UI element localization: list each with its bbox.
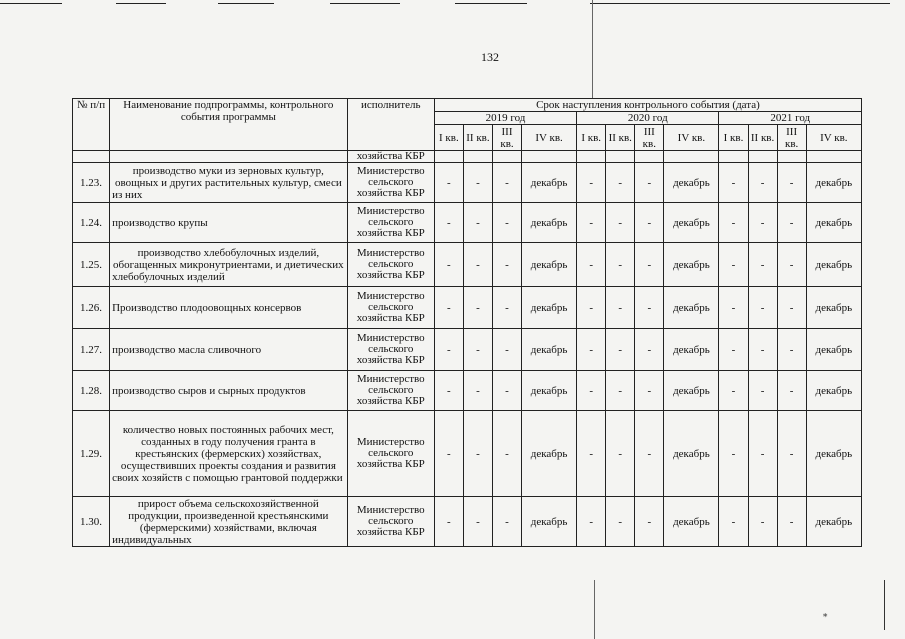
row-executor: Министерство сельского хозяйства КБР: [347, 371, 434, 411]
row-deadline-cell: -: [777, 371, 806, 411]
row-deadline-cell: -: [606, 497, 635, 547]
page-number: 132: [481, 50, 499, 64]
row-deadline-cell: декабрь: [806, 287, 861, 329]
row-deadline-cell: -: [492, 497, 521, 547]
header-quarter: III кв.: [777, 125, 806, 151]
row-deadline-cell: -: [606, 371, 635, 411]
row-deadline-cell: декабрь: [664, 203, 719, 243]
row-executor: Министерство сельского хозяйства КБР: [347, 497, 434, 547]
row-deadline-cell: декабрь: [522, 203, 577, 243]
row-deadline-cell: -: [577, 411, 606, 497]
row-deadline-cell: -: [577, 243, 606, 287]
row-deadline-cell: декабрь: [806, 329, 861, 371]
scan-artifact: [218, 3, 274, 4]
row-deadline-cell: -: [434, 411, 463, 497]
row-deadline-cell: -: [748, 411, 777, 497]
scan-artifact: [116, 3, 166, 4]
table-row: [73, 287, 862, 329]
row-deadline-cell: -: [748, 287, 777, 329]
row-deadline-cell: -: [492, 287, 521, 329]
row-number: 1.30.: [73, 497, 110, 547]
row-executor: Министерство сельского хозяйства КБР: [347, 287, 434, 329]
row-deadline-cell: декабрь: [522, 497, 577, 547]
row-deadline-cell: -: [434, 497, 463, 547]
row-deadline-cell: -: [748, 243, 777, 287]
row-deadline-cell: -: [577, 163, 606, 203]
row-deadline-cell: -: [606, 203, 635, 243]
row-name: производство крупы: [110, 203, 348, 243]
table-row: [73, 203, 862, 243]
row-deadline-cell: -: [635, 287, 664, 329]
row-deadline-cell: декабрь: [522, 163, 577, 203]
row-deadline-cell: -: [719, 163, 748, 203]
header-year-2020: 2020 год: [577, 112, 719, 125]
row-number: 1.29.: [73, 411, 110, 497]
row-deadline-cell: -: [719, 243, 748, 287]
scan-artifact: [594, 580, 595, 639]
row-deadline-cell: -: [777, 329, 806, 371]
row-deadline-cell: декабрь: [522, 329, 577, 371]
row-deadline-cell: -: [463, 163, 492, 203]
row-name: производство хлебобулочных изделий, обогащенных микронутриентами, и диетических хлебобулочных изделий: [110, 243, 348, 287]
row-deadline-cell: декабрь: [664, 163, 719, 203]
row-executor: Министерство сельского хозяйства КБР: [347, 163, 434, 203]
row-deadline-cell: -: [719, 371, 748, 411]
row-deadline-cell: -: [606, 411, 635, 497]
row-deadline-cell: -: [719, 497, 748, 547]
scan-artifact: [455, 3, 527, 4]
row-deadline-cell: декабрь: [664, 371, 719, 411]
header-quarter: II кв.: [748, 125, 777, 151]
scan-artifact: [590, 3, 890, 4]
control-events-table: [72, 98, 862, 547]
row-deadline-cell: декабрь: [806, 371, 861, 411]
row-deadline-cell: -: [463, 371, 492, 411]
row-deadline-cell: -: [577, 497, 606, 547]
row-number: 1.25.: [73, 243, 110, 287]
row-deadline-cell: -: [434, 163, 463, 203]
row-name: производство муки из зерновых культур, овощных и других растительных культур, смеси из них: [110, 163, 348, 203]
row-name: производство масла сливочного: [110, 329, 348, 371]
row-deadline-cell: -: [492, 243, 521, 287]
row-deadline-cell: -: [748, 329, 777, 371]
header-quarter: II кв.: [463, 125, 492, 151]
header-quarter: I кв.: [719, 125, 748, 151]
row-deadline-cell: декабрь: [522, 411, 577, 497]
row-deadline-cell: -: [434, 287, 463, 329]
row-deadline-cell: декабрь: [806, 411, 861, 497]
row-number: 1.26.: [73, 287, 110, 329]
row-deadline-cell: декабрь: [664, 497, 719, 547]
row-deadline-cell: декабрь: [806, 163, 861, 203]
row-deadline-cell: -: [492, 203, 521, 243]
row-name: количество новых постоянных рабочих мест, созданных в году получения гранта в крестьянских (фермерских) хозяйствах, осуществивших проекты создания и развития своих хозяйств с помощью грантовой поддержки: [110, 411, 348, 497]
header-year-2019: 2019 год: [434, 112, 576, 125]
row-deadline-cell: -: [748, 203, 777, 243]
continuation-executor: хозяйства КБР: [347, 151, 434, 163]
header-quarter: I кв.: [577, 125, 606, 151]
header-quarter: III кв.: [635, 125, 664, 151]
row-number: 1.23.: [73, 163, 110, 203]
row-deadline-cell: -: [748, 371, 777, 411]
row-deadline-cell: декабрь: [806, 497, 861, 547]
header-quarter: IV кв.: [806, 125, 861, 151]
header-quarter: III кв.: [492, 125, 521, 151]
row-deadline-cell: -: [606, 329, 635, 371]
row-deadline-cell: декабрь: [522, 287, 577, 329]
row-executor: Министерство сельского хозяйства КБР: [347, 411, 434, 497]
scan-artifact: [592, 0, 593, 98]
row-deadline-cell: -: [635, 203, 664, 243]
scan-artifact: [884, 580, 885, 630]
row-deadline-cell: -: [777, 163, 806, 203]
table-row: [73, 497, 862, 547]
row-deadline-cell: -: [463, 243, 492, 287]
row-deadline-cell: -: [577, 203, 606, 243]
row-deadline-cell: -: [492, 329, 521, 371]
row-deadline-cell: -: [777, 243, 806, 287]
row-deadline-cell: -: [719, 329, 748, 371]
row-deadline-cell: -: [463, 287, 492, 329]
row-deadline-cell: -: [577, 371, 606, 411]
header-quarter: I кв.: [434, 125, 463, 151]
row-deadline-cell: -: [777, 203, 806, 243]
row-deadline-cell: -: [434, 243, 463, 287]
header-name: Наименование подпрограммы, контрольного события программы: [110, 99, 348, 151]
row-name: Производство плодоовощных консервов: [110, 287, 348, 329]
header-quarter: IV кв.: [664, 125, 719, 151]
scan-artifact: [330, 3, 400, 4]
row-deadline-cell: -: [463, 497, 492, 547]
row-number: 1.24.: [73, 203, 110, 243]
row-deadline-cell: декабрь: [664, 329, 719, 371]
table-row: [73, 243, 862, 287]
row-deadline-cell: -: [492, 411, 521, 497]
row-deadline-cell: -: [748, 497, 777, 547]
header-quarter: II кв.: [606, 125, 635, 151]
table-row: [73, 371, 862, 411]
row-deadline-cell: декабрь: [522, 371, 577, 411]
row-deadline-cell: -: [777, 497, 806, 547]
header-year-2021: 2021 год: [719, 112, 862, 125]
row-deadline-cell: -: [463, 329, 492, 371]
row-deadline-cell: декабрь: [522, 243, 577, 287]
row-deadline-cell: -: [635, 371, 664, 411]
row-deadline-cell: -: [434, 371, 463, 411]
row-deadline-cell: -: [492, 371, 521, 411]
row-deadline-cell: декабрь: [806, 243, 861, 287]
row-deadline-cell: -: [719, 411, 748, 497]
scan-mark: ∗: [822, 610, 829, 620]
row-deadline-cell: -: [434, 203, 463, 243]
row-deadline-cell: декабрь: [664, 243, 719, 287]
row-deadline-cell: -: [463, 203, 492, 243]
row-deadline-cell: -: [463, 411, 492, 497]
row-deadline-cell: -: [606, 287, 635, 329]
row-executor: Министерство сельского хозяйства КБР: [347, 243, 434, 287]
row-deadline-cell: -: [719, 287, 748, 329]
row-deadline-cell: -: [777, 287, 806, 329]
row-deadline-cell: -: [606, 243, 635, 287]
row-deadline-cell: -: [492, 163, 521, 203]
row-name: производство сыров и сырных продуктов: [110, 371, 348, 411]
row-deadline-cell: декабрь: [806, 203, 861, 243]
row-deadline-cell: -: [434, 329, 463, 371]
header-quarter: IV кв.: [522, 125, 577, 151]
row-deadline-cell: декабрь: [664, 287, 719, 329]
row-deadline-cell: -: [635, 497, 664, 547]
row-deadline-cell: -: [635, 411, 664, 497]
header-num: № п/п: [73, 99, 110, 151]
row-deadline-cell: -: [777, 411, 806, 497]
row-deadline-cell: -: [606, 163, 635, 203]
row-deadline-cell: -: [577, 329, 606, 371]
table-row: [73, 329, 862, 371]
row-deadline-cell: -: [635, 163, 664, 203]
row-deadline-cell: -: [577, 287, 606, 329]
row-executor: Министерство сельского хозяйства КБР: [347, 203, 434, 243]
header-deadline: Срок наступления контрольного события (дата): [434, 99, 861, 112]
row-number: 1.28.: [73, 371, 110, 411]
table-row: [73, 163, 862, 203]
table-row: [73, 411, 862, 497]
row-name: прирост объема сельскохозяйственной продукции, произведенной крестьянскими (фермерскими) хозяйствами, включая индивидуальных: [110, 497, 348, 547]
row-executor: Министерство сельского хозяйства КБР: [347, 329, 434, 371]
row-deadline-cell: декабрь: [664, 411, 719, 497]
row-deadline-cell: -: [748, 163, 777, 203]
scan-artifact: [0, 3, 62, 4]
header-executor: исполнитель: [347, 99, 434, 151]
row-deadline-cell: -: [635, 329, 664, 371]
row-deadline-cell: -: [719, 203, 748, 243]
row-number: 1.27.: [73, 329, 110, 371]
row-deadline-cell: -: [635, 243, 664, 287]
